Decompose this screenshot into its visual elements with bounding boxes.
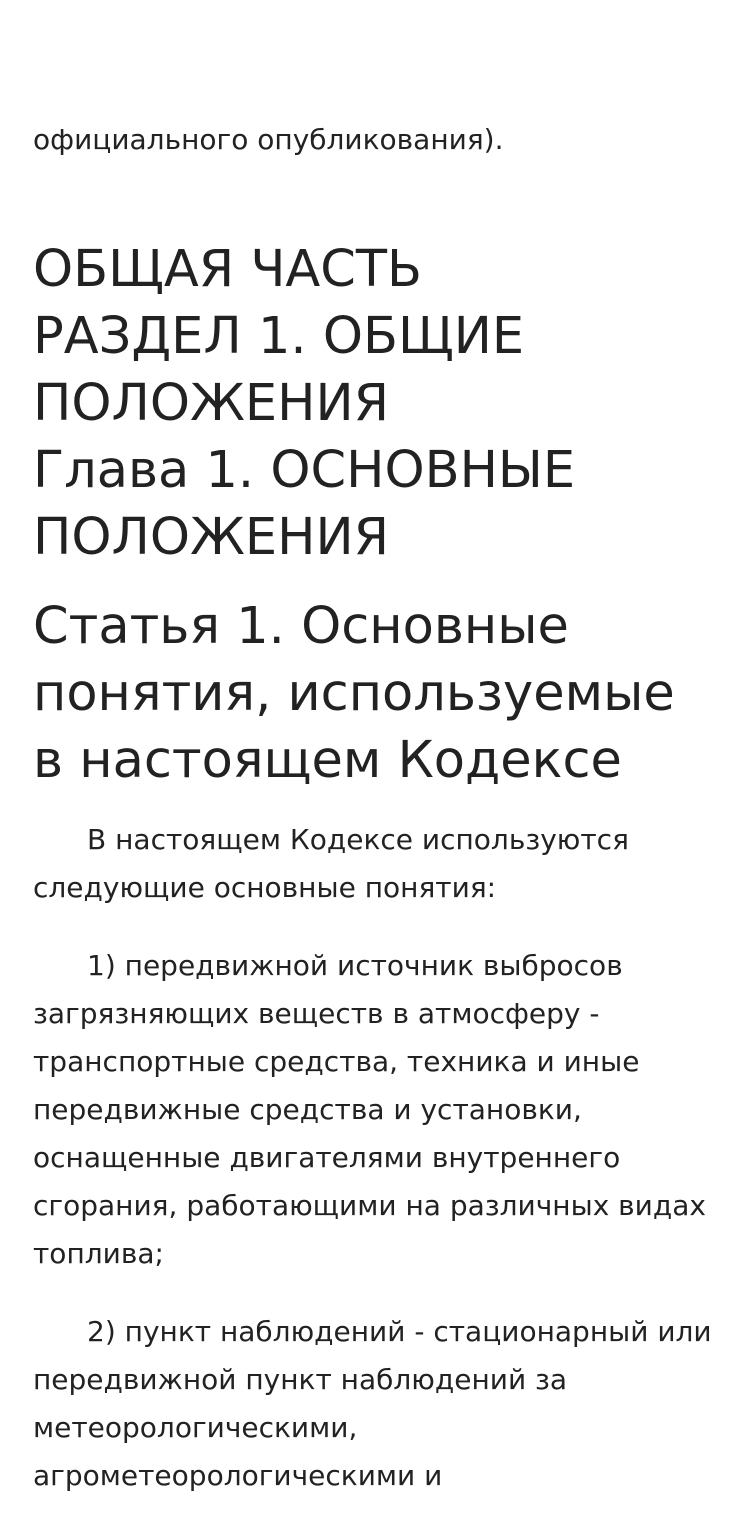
section-heading: РАЗДЕЛ 1. ОБЩИЕ ПОЛОЖЕНИЯ <box>33 307 525 433</box>
paragraph-intro: В настоящем Кодексе используются следующие основные понятия: <box>33 823 629 904</box>
general-part-heading: ОБЩАЯ ЧАСТЬ <box>33 240 423 299</box>
intro-line-clipped <box>33 68 717 116</box>
chapter-heading: Глава 1. ОСНОВНЫЕ ПОЛОЖЕНИЯ <box>33 441 576 567</box>
intro-line: официального опубликования). <box>33 123 504 156</box>
document-content <box>33 0 717 1530</box>
article-title: Статья 1. Основные понятия, используемые в настоящем Кодексе <box>33 597 675 790</box>
intro-text-partial <box>33 0 717 212</box>
part-heading <box>33 236 717 571</box>
paragraph-item-2: 2) пункт наблюдений - стационарный или передвижной пункт наблюдений за метеорологическими, агрометеорологическими и <box>33 1315 712 1492</box>
paragraph-item-1: 1) передвижной источник выбросов загрязняющих веществ в атмосферу - транспортные средства, техника и иные передвижные средства и установки, оснащенные двигателями внутреннего сгорания, работающими на различных видах топлива; <box>33 949 706 1270</box>
